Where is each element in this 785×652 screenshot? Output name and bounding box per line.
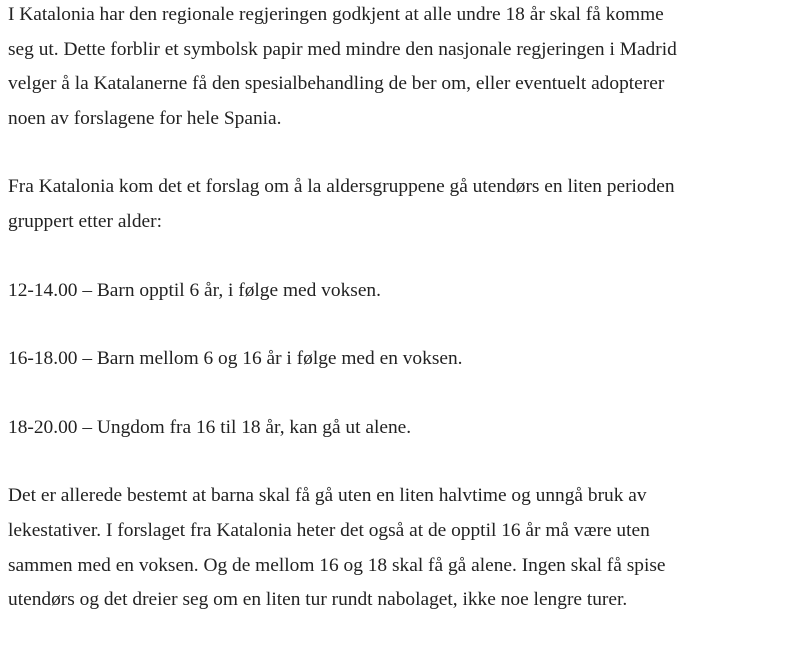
text-line: 12-14.00 – Barn opptil 6 år, i følge med voksen. bbox=[8, 279, 381, 301]
text-line: 16-18.00 – Barn mellom 6 og 16 år i følge med en voksen. bbox=[8, 348, 463, 370]
paragraph-proposal-intro bbox=[8, 170, 780, 239]
text-line: sammen med en voksen. Og de mellom 16 og 18 skal få gå alene. Ingen skal få spise bbox=[8, 554, 666, 576]
text-line: lekestativer. I forslaget fra Katalonia heter det også at de opptil 16 år må være uten bbox=[8, 519, 650, 541]
text-line: gruppert etter alder: bbox=[8, 210, 162, 232]
schedule-item-18-20 bbox=[8, 411, 780, 446]
paragraph-catalonia-intro bbox=[8, 0, 780, 136]
text-line: seg ut. Dette forblir et symbolsk papir med mindre den nasjonale regjeringen i Madrid bbox=[8, 38, 677, 60]
text-line: velger å la Katalanerne få den spesialbehandling de ber om, eller eventuelt adopterer bbox=[8, 73, 665, 95]
schedule-item-12-14 bbox=[8, 274, 780, 309]
paragraph-rules bbox=[8, 479, 780, 617]
article-body bbox=[8, 0, 780, 652]
schedule-item-16-18 bbox=[8, 342, 780, 377]
text-line: noen av forslagene for hele Spania. bbox=[8, 107, 282, 129]
text-line: 18-20.00 – Ungdom fra 16 til 18 år, kan gå ut alene. bbox=[8, 416, 412, 438]
text-line: I Katalonia har den regionale regjeringen godkjent at alle undre 18 år skal få komme bbox=[8, 4, 664, 25]
text-line: Det er allerede bestemt at barna skal få gå uten en liten halvtime og unngå bruk av bbox=[8, 485, 647, 507]
text-line: utendørs og det dreier seg om en liten tur rundt nabolaget, ikke noe lengre turer. bbox=[8, 589, 628, 611]
text-line: Fra Katalonia kom det et forslag om å la aldersgruppene gå utendørs en liten perioden bbox=[8, 176, 675, 198]
